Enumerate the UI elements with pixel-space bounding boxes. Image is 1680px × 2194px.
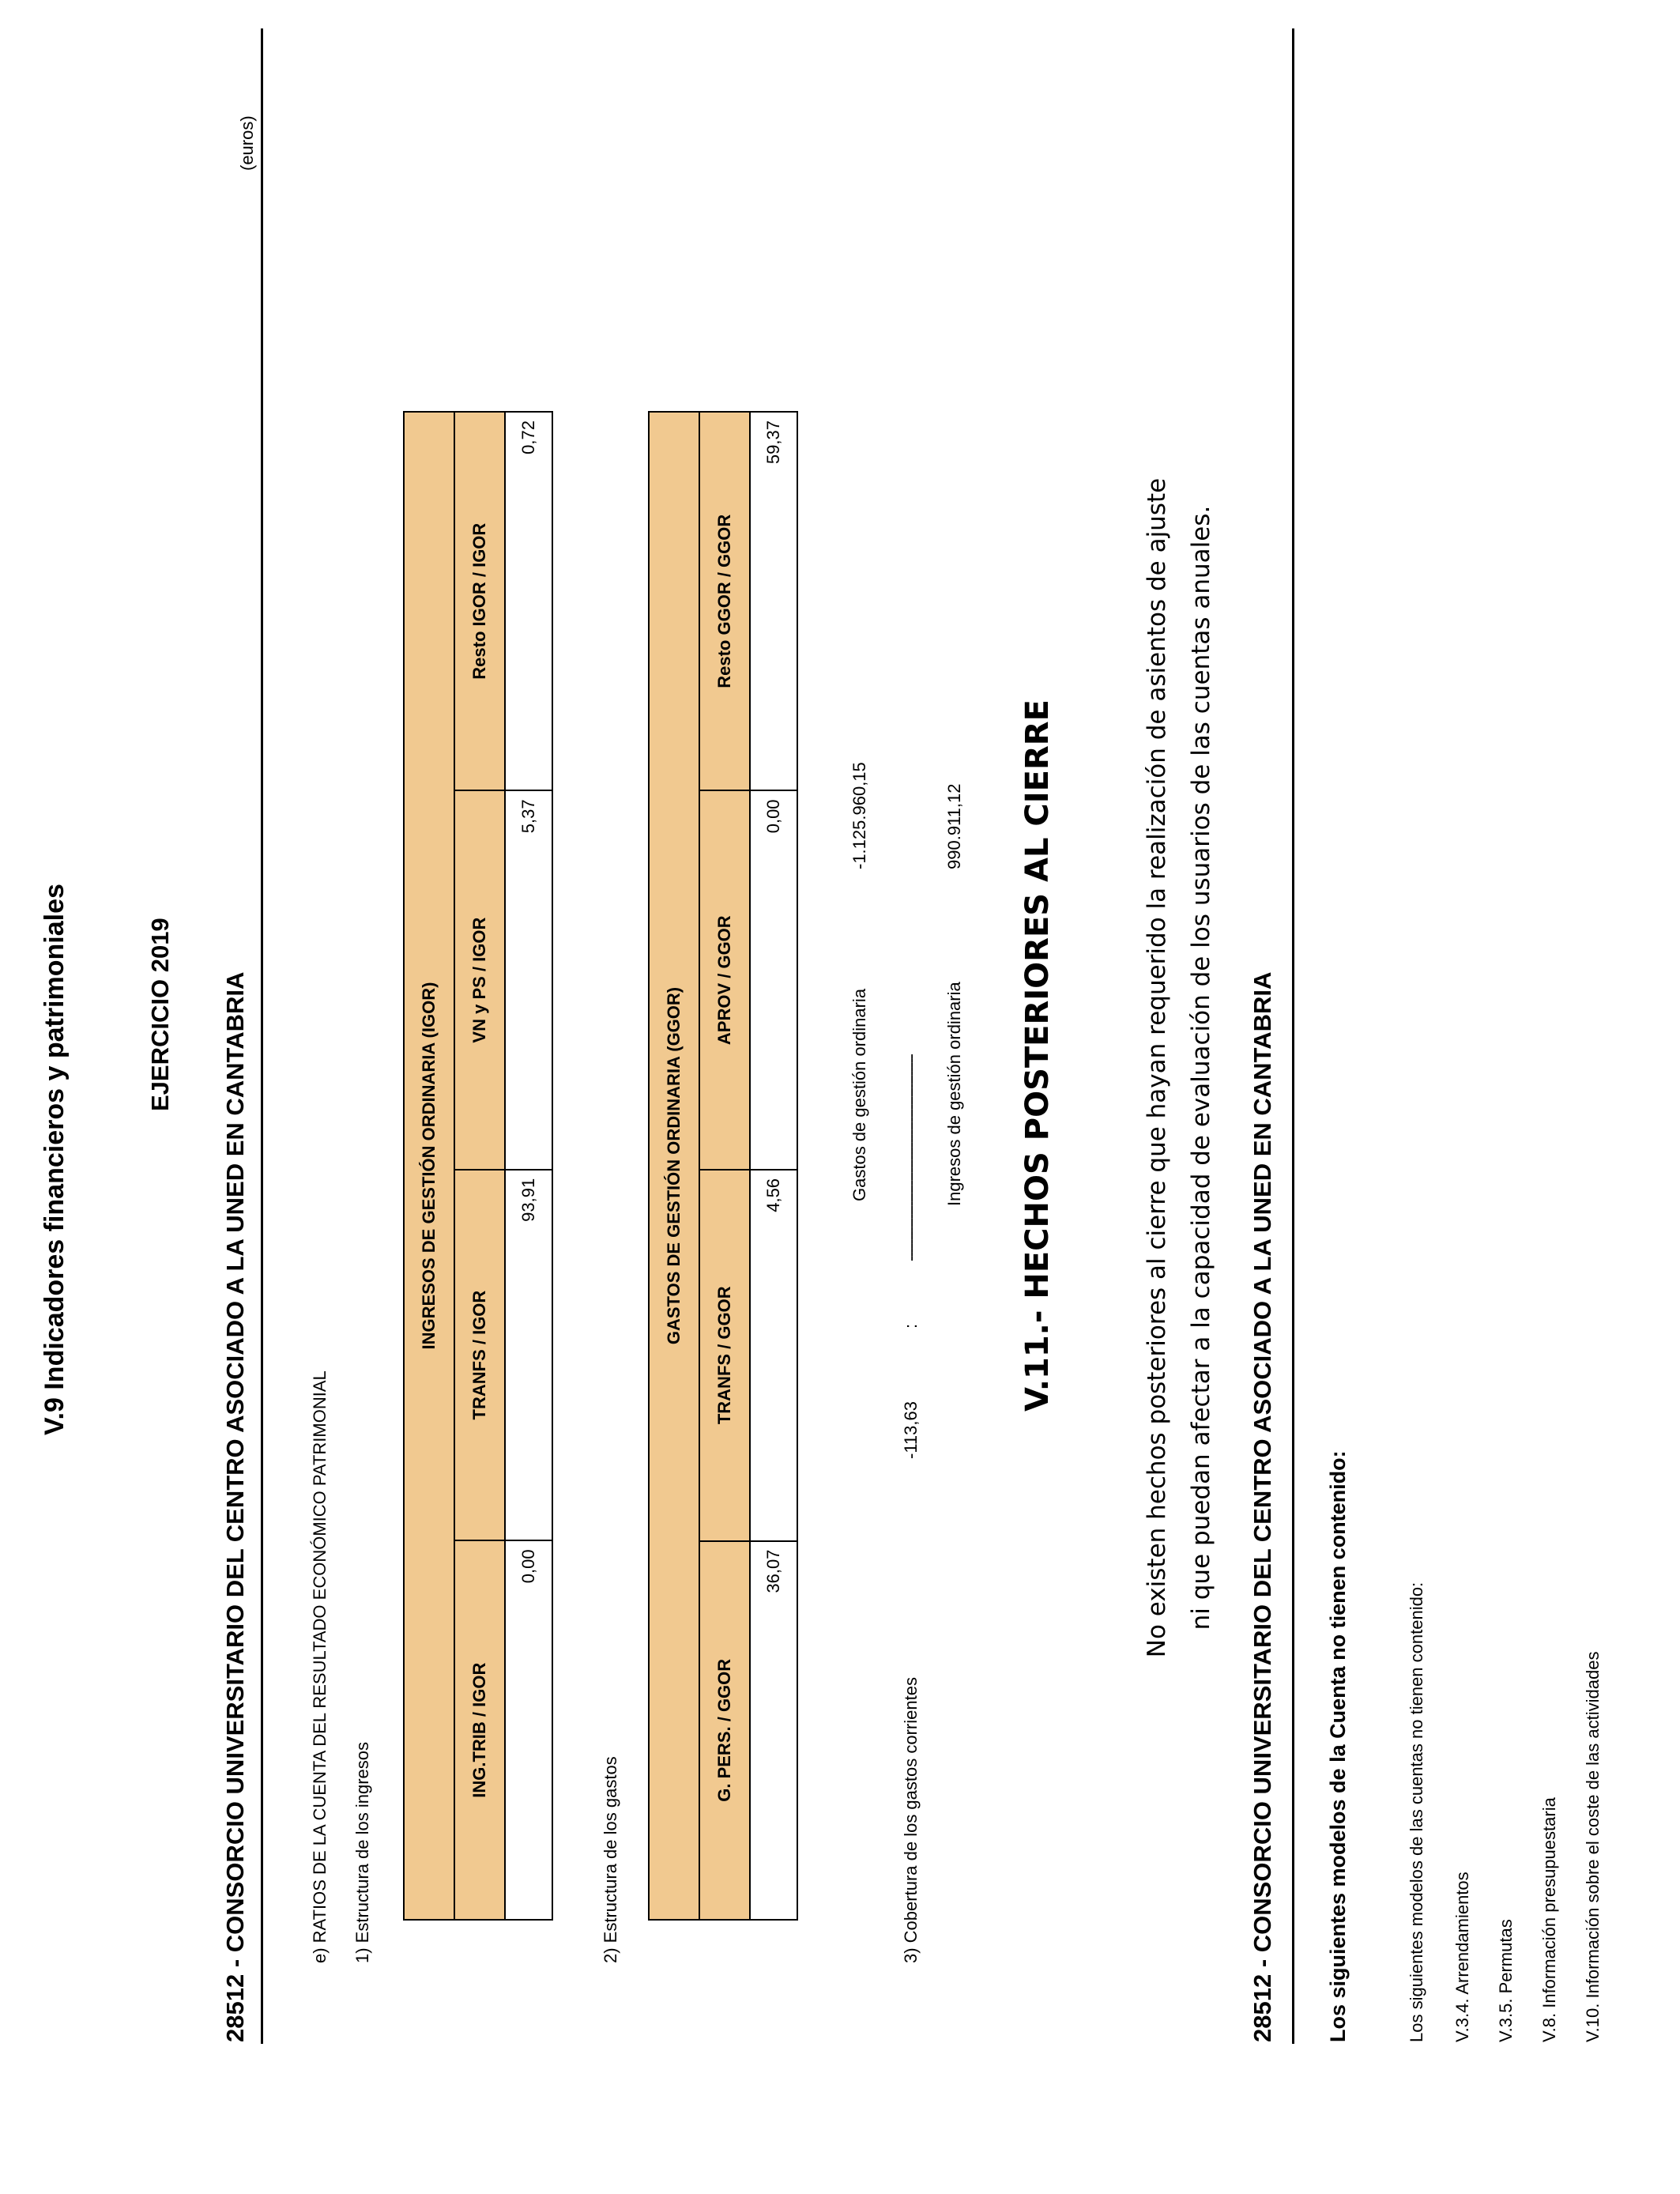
numerator-value: -1.125.960,15	[849, 762, 869, 869]
hechos-line-1: No existen hechos posteriores al cierre que hayan requerido la realización de asientos de ajuste	[1143, 477, 1171, 1658]
hechos-line-2: ni que puedan afectar a la capacidad de evaluación de los usuarios de las cuentas anuales.	[1187, 505, 1215, 1630]
sin-contenido-heading: Los siguientes modelos de la Cuenta no tienen contenido:	[1326, 1450, 1350, 2042]
sin-contenido-item: V.8. Información presupuestaria	[1539, 1797, 1559, 2042]
denominator-label: Ingresos de gestión ordinaria	[944, 982, 964, 1206]
gastos-value-3: 0,00	[750, 790, 797, 1170]
gastos-value-1: 36,07	[750, 1541, 797, 1920]
fraction-line: -------------------------------------------------	[901, 1055, 921, 1261]
ingresos-col-2: TRANFS / IGOR	[454, 1170, 505, 1541]
gastos-col-2: TRANFS / GGOR	[699, 1170, 750, 1541]
numerator-label: Gastos de gestión ordinaria	[849, 988, 869, 1201]
currency-note: (euros)	[237, 115, 257, 171]
denominator-value: 990.911,12	[944, 783, 964, 869]
gastos-col-4: Resto GGOR / GGOR	[699, 412, 750, 790]
header-rule	[261, 28, 263, 2044]
sin-contenido-item: V.3.4. Arrendamientos	[1452, 1872, 1472, 2042]
ingresos-group-header: INGRESOS DE GESTIÓN ORDINARIA (IGOR)	[404, 412, 454, 1920]
sin-contenido-item: V.10. Información sobre el coste de las actividades	[1583, 1651, 1603, 2042]
cobertura-label: 3) Cobertura de los gastos corrientes	[901, 1677, 921, 1963]
gastos-col-3: APROV / GGOR	[699, 790, 750, 1170]
sin-contenido-item: V.3.5. Permutas	[1496, 1919, 1516, 2042]
cobertura-colon: :	[901, 1323, 921, 1329]
page-title: V.9 Indicadores financieros y patrimoniales	[40, 884, 70, 1435]
ingresos-value-2: 93,91	[505, 1170, 552, 1541]
ingresos-value-1: 0,00	[505, 1540, 552, 1920]
hechos-title: V.11.- HECHOS POSTERIORES AL CIERRE	[1019, 699, 1056, 1412]
gastos-label: 2) Estructura de los gastos	[601, 1756, 620, 1963]
ingresos-value-3: 5,37	[505, 790, 552, 1169]
ingresos-table	[403, 411, 553, 1921]
entity-heading-2: 28512 - CONSORCIO UNIVERSITARIO DEL CENTRO ASOCIADO A LA UNED EN CANTABRIA	[1249, 971, 1276, 2042]
gastos-value-4: 59,37	[750, 412, 797, 790]
gastos-group-header: GASTOS DE GESTIÓN ORDINARIA (GGOR)	[649, 412, 699, 1920]
entity-heading: 28512 - CONSORCIO UNIVERSITARIO DEL CENTRO ASOCIADO A LA UNED EN CANTABRIA	[221, 971, 249, 2042]
sin-contenido-subheading: Los siguientes modelos de las cuentas no tienen contenido:	[1407, 1581, 1426, 2042]
hechos-text	[1135, 400, 1223, 1736]
ingresos-col-1: ING.TRIB / IGOR	[454, 1540, 505, 1920]
exercise-label: EJERCICIO 2019	[146, 918, 174, 1111]
gastos-value-2: 4,56	[750, 1170, 797, 1541]
section-rule	[1292, 28, 1294, 2044]
gastos-table	[648, 411, 798, 1921]
gastos-col-1: G. PERS. / GGOR	[699, 1541, 750, 1920]
ingresos-col-4: Resto IGOR / IGOR	[454, 412, 505, 790]
ingresos-label: 1) Estructura de los ingresos	[352, 1741, 372, 1963]
ingresos-col-3: VN y PS / IGOR	[454, 790, 505, 1169]
ingresos-value-4: 0,72	[505, 412, 552, 790]
section-e-label: e) RATIOS DE LA CUENTA DEL RESULTADO ECONÓMICO PATRIMONIAL	[310, 1370, 330, 1963]
cobertura-value: -113,63	[901, 1401, 921, 1459]
